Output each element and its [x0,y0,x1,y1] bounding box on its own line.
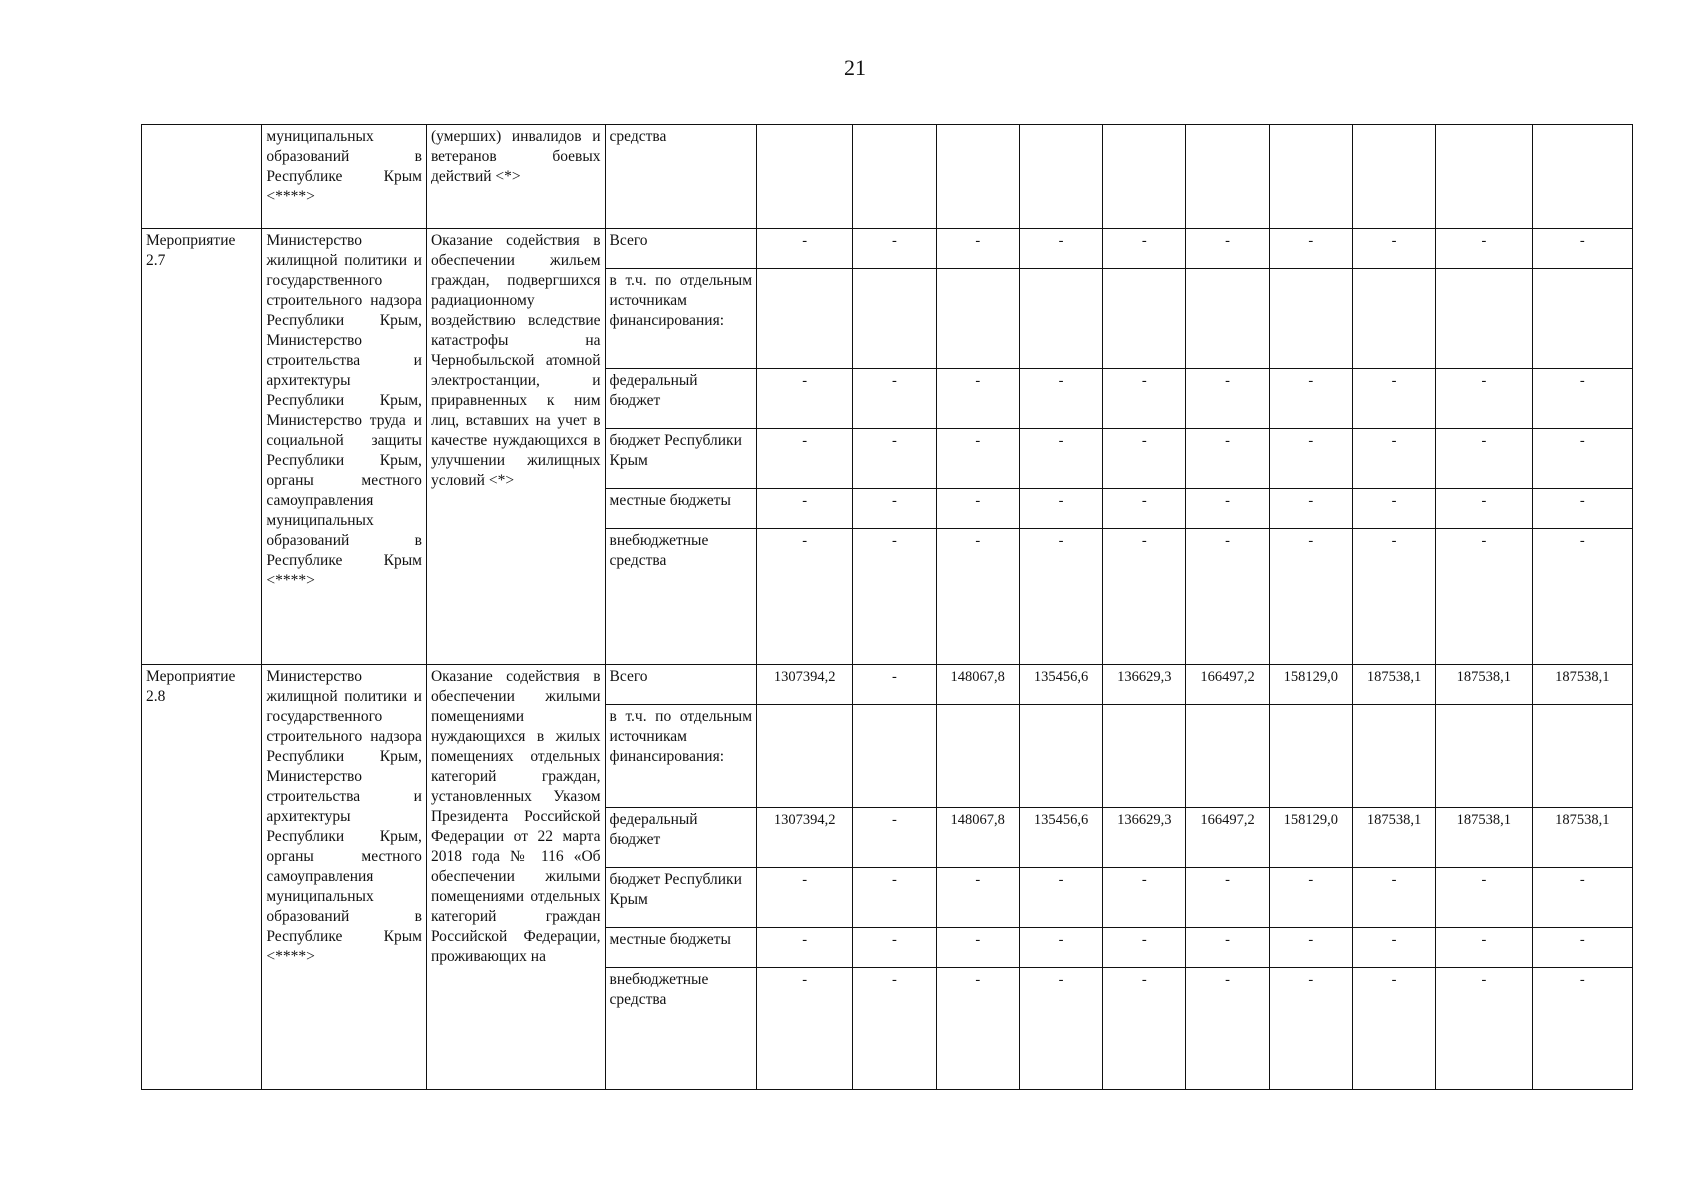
value-cell: - [1103,429,1186,489]
carryover-row [142,125,1633,229]
value-cell: 135456,6 [1019,665,1102,705]
value-cell: - [1352,529,1435,665]
value-cell: 136629,3 [1103,665,1186,705]
value-cell: - [853,868,936,928]
value-cell: - [1019,968,1102,1090]
value-cell: - [757,429,853,489]
value-cell: - [1019,369,1102,429]
value-cell [1019,125,1102,229]
value-cell [936,125,1019,229]
description-cell: Оказание содействия в обеспечении жилыми помещениями нуждающихся в жилых помещениях отдельных категорий граждан, установленных Указом Президента Российской Федерации от 22 марта 2018 года № 116 «Об обеспечении жилыми помещениями отдельных категорий граждан Российской Федерации, проживающих на [426,665,605,1090]
value-cell: - [1532,229,1632,269]
value-cell: - [1352,369,1435,429]
value-cell: - [1103,489,1186,529]
carryover-executor-cell: муниципальных образований в Республике Крым <****> [262,125,427,229]
value-cell [757,705,853,808]
value-cell: - [1269,968,1352,1090]
group-2-row [142,665,1633,705]
funding-source-label: внебюджетные средства [605,968,757,1090]
value-cell: 187538,1 [1532,808,1632,868]
value-cell: - [1186,229,1269,269]
value-cell [1019,269,1102,369]
value-cell: - [936,928,1019,968]
funding-source-label: федеральный бюджет [605,369,757,429]
value-cell: - [1436,369,1532,429]
value-cell [853,705,936,808]
value-cell: 1307394,2 [757,808,853,868]
value-cell: - [1103,968,1186,1090]
value-cell [1269,125,1352,229]
value-cell: - [1269,229,1352,269]
funding-source-label: в т.ч. по отдельным источникам финансирования: [605,705,757,808]
value-cell: - [1532,868,1632,928]
value-cell: 1307394,2 [757,665,853,705]
value-cell: - [1352,868,1435,928]
value-cell: - [1186,529,1269,665]
value-cell: - [1352,928,1435,968]
value-cell: - [1436,868,1532,928]
value-cell: - [1019,429,1102,489]
value-cell: - [853,529,936,665]
value-cell: - [757,369,853,429]
value-cell [853,125,936,229]
value-cell: - [1532,429,1632,489]
value-cell: - [853,665,936,705]
event-name-cell: Мероприятие 2.8 [142,665,262,1090]
value-cell [1436,705,1532,808]
value-cell: - [1019,928,1102,968]
value-cell [1186,125,1269,229]
value-cell: - [853,968,936,1090]
value-cell: 187538,1 [1352,808,1435,868]
value-cell [1352,125,1435,229]
value-cell [757,269,853,369]
executor-cell: Министерство жилищной политики и государственного строительного надзора Республики Крым, Министерство строительства и архитектуры Республики Крым, Министерство труда и социальной защиты Республики Крым, органы местного самоуправления муниципальных образований в Республике Крым <****> [262,229,427,665]
value-cell: 136629,3 [1103,808,1186,868]
event-name-cell: Мероприятие 2.7 [142,229,262,665]
value-cell [1103,269,1186,369]
value-cell: 148067,8 [936,665,1019,705]
value-cell [853,269,936,369]
value-cell: - [936,429,1019,489]
value-cell [1103,705,1186,808]
value-cell: - [757,529,853,665]
value-cell: - [1436,429,1532,489]
value-cell: - [853,489,936,529]
value-cell: 135456,6 [1019,808,1102,868]
value-cell: - [1019,489,1102,529]
value-cell: - [1186,868,1269,928]
group-1-row [142,229,1633,269]
value-cell: - [853,229,936,269]
value-cell: - [1352,229,1435,269]
value-cell: - [853,429,936,489]
page-number: 21 [844,55,866,80]
financing-table [141,124,1633,1090]
funding-source-label: в т.ч. по отдельным источникам финансирования: [605,269,757,369]
value-cell [1532,705,1632,808]
value-cell: - [1103,529,1186,665]
value-cell: - [853,808,936,868]
value-cell: - [936,868,1019,928]
value-cell: - [1019,529,1102,665]
value-cell: - [1186,369,1269,429]
value-cell: - [1269,489,1352,529]
value-cell: - [1269,868,1352,928]
value-cell [1436,125,1532,229]
value-cell: - [1436,229,1532,269]
value-cell [1103,125,1186,229]
funding-source-label: бюджет Республики Крым [605,429,757,489]
value-cell: - [1436,529,1532,665]
value-cell: - [936,229,1019,269]
value-cell: - [1269,429,1352,489]
value-cell [1352,705,1435,808]
carryover-event-cell [142,125,262,229]
executor-cell: Министерство жилищной политики и государственного строительного надзора Республики Крым, Министерство строительства и архитектуры Республики Крым, органы местного самоуправления муниципальных образований в Республике Крым <****> [262,665,427,1090]
value-cell: - [1186,928,1269,968]
value-cell: - [1186,489,1269,529]
value-cell [1532,125,1632,229]
value-cell: - [1269,928,1352,968]
value-cell [1019,705,1102,808]
value-cell: - [1269,529,1352,665]
value-cell: - [1186,968,1269,1090]
value-cell: 187538,1 [1436,808,1532,868]
value-cell: - [757,489,853,529]
value-cell: - [757,868,853,928]
funding-source-label: местные бюджеты [605,928,757,968]
value-cell: - [1352,429,1435,489]
value-cell: - [1532,369,1632,429]
value-cell: - [936,529,1019,665]
value-cell: 166497,2 [1186,665,1269,705]
value-cell: - [1019,229,1102,269]
value-cell: - [1532,928,1632,968]
carryover-description-cell: (умерших) инвалидов и ветеранов боевых действий <*> [426,125,605,229]
value-cell: - [1352,968,1435,1090]
value-cell [1186,269,1269,369]
value-cell: - [1269,369,1352,429]
funding-source-label: бюджет Республики Крым [605,868,757,928]
value-cell [1269,705,1352,808]
value-cell: - [1436,928,1532,968]
value-cell: 187538,1 [1532,665,1632,705]
funding-source-label: Всего [605,229,757,269]
value-cell [936,705,1019,808]
value-cell [1269,269,1352,369]
value-cell: - [853,369,936,429]
value-cell: 158129,0 [1269,808,1352,868]
value-cell: 148067,8 [936,808,1019,868]
value-cell: - [936,968,1019,1090]
value-cell [757,125,853,229]
funding-source-label: Всего [605,665,757,705]
funding-source-label: федеральный бюджет [605,808,757,868]
value-cell: - [1103,928,1186,968]
value-cell: - [757,928,853,968]
value-cell: - [1103,868,1186,928]
value-cell: - [1019,868,1102,928]
value-cell [936,269,1019,369]
value-cell [1436,269,1532,369]
value-cell: - [757,968,853,1090]
value-cell: - [1532,489,1632,529]
value-cell: - [1436,489,1532,529]
value-cell: - [1436,968,1532,1090]
value-cell: - [853,928,936,968]
value-cell [1532,269,1632,369]
value-cell: - [757,229,853,269]
value-cell: - [1103,369,1186,429]
value-cell: - [936,369,1019,429]
value-cell: - [1103,229,1186,269]
funding-source-label: внебюджетные средства [605,529,757,665]
value-cell: 166497,2 [1186,808,1269,868]
carryover-source-cell: средства [605,125,757,229]
value-cell [1352,269,1435,369]
value-cell: - [1532,968,1632,1090]
value-cell: 158129,0 [1269,665,1352,705]
value-cell: 187538,1 [1352,665,1435,705]
description-cell: Оказание содействия в обеспечении жильем граждан, подвергшихся радиационному воздействию вследствие катастрофы на Чернобыльской атомной электростанции, и приравненных к ним лиц, вставших на учет в качестве нуждающихся в улучшении жилищных условий <*> [426,229,605,665]
value-cell: - [1186,429,1269,489]
value-cell [1186,705,1269,808]
value-cell: - [936,489,1019,529]
value-cell: - [1532,529,1632,665]
funding-source-label: местные бюджеты [605,489,757,529]
value-cell: - [1352,489,1435,529]
value-cell: 187538,1 [1436,665,1532,705]
